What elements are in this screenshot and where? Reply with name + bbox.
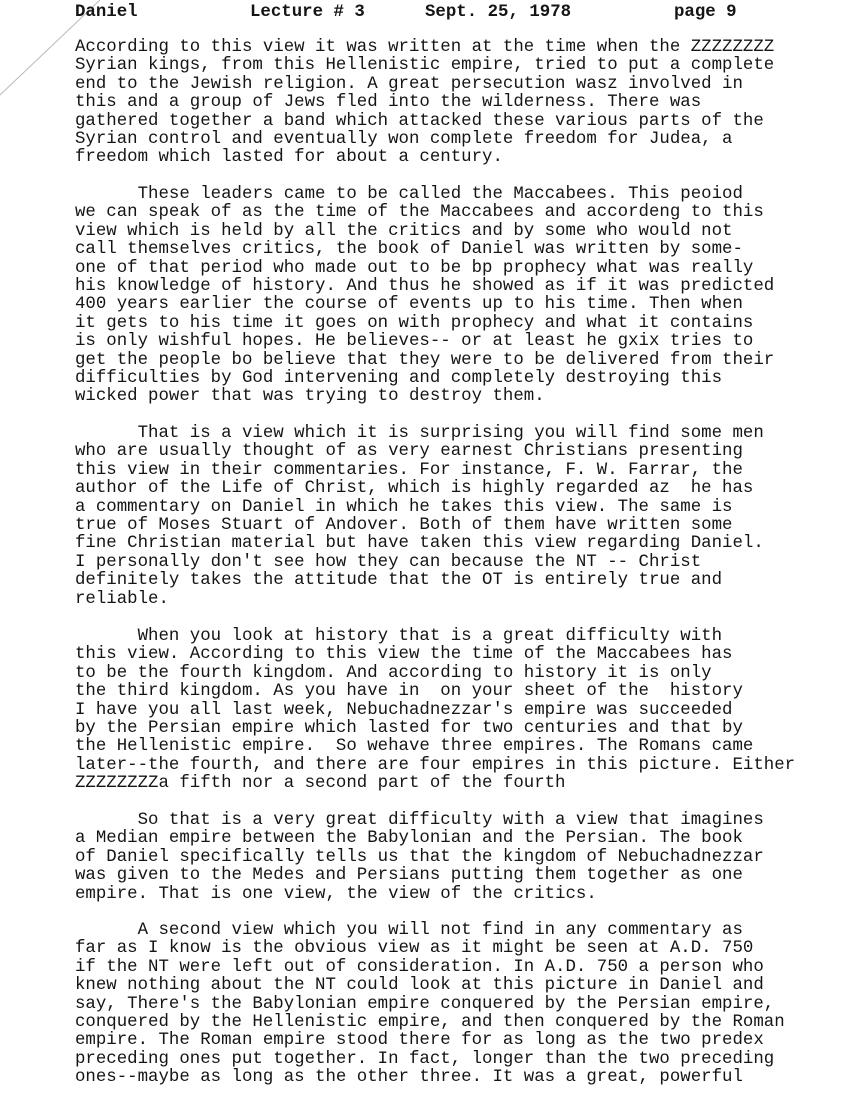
paragraph: That is a view which it is surprising you will find some men who are usually thought of as very earnest Christians presenting this view in their commentaries. For instance, F. W. Farrar, the author of the Life of Christ, which is highly regarded az he has a commentary on Daniel in which he takes this view. The same is true of Moses Stuart of Andover. Both of them have written some fine Christian material but have taken this view regarding Daniel. I personally don't see how they can because the NT -- Christ definitely takes the attitude that the OT is entirely true and reliable.	[75, 424, 764, 609]
header-book: Daniel	[75, 3, 138, 22]
paragraph: So that is a very great difficulty with a view that imagines a Median empire between the Babylonian and the Persian. The book of Daniel specifically tells us that the kingdom of Nebuchadnezzar was given to the Medes and Persians putting them together as one empire. That is one view, the view of the critics.	[75, 811, 764, 904]
paragraph: A second view which you will not find in any commentary as far as I know is the obvious view as it might be seen at A.D. 750 if the NT were left out of consideration. In A.D. 750 a person who knew nothing about the NT could look at this picture in Daniel and say, There's the Babylonian empire conquered by the Persian empire, conquered by the Hellenistic empire, and then conquered by the Roman empire. The Roman empire stood there for as long as the two predex preceding ones put together. In fact, longer than the two preceding ones--maybe as long as the other three. It was a great, powerful	[75, 921, 785, 1088]
paragraph: These leaders came to be called the Maccabees. This peoiod we can speak of as the time of the Maccabees and accordeng to this view which is held by all the critics and by some who would not call themselves critics, the book of Daniel was written by some- one of that period who made out to be bp prophecy what was really his knowledge of history. And thus he showed as if it was predicted 400 years earlier the course of events up to his time. Then when it gets to his time it goes on with prophecy and what it contains is only wishful hopes. He believes-- or at least he gxix tries to get the people bo believe that they were to be delivered from their difficulties by God intervening and completely destroying this wicked power that was trying to destroy them.	[75, 185, 775, 407]
header-lecture: Lecture # 3	[250, 3, 365, 22]
header-page: page 9	[674, 3, 737, 22]
header-date: Sept. 25, 1978	[425, 3, 572, 22]
paragraph: According to this view it was written at the time when the ZZZZZZZZ Syrian kings, from this Hellenistic empire, tried to put a complete end to the Jewish religion. A great persecution wasz involved in this and a group of Jews fled into the wilderness. There was gathered together a band which attacked these various parts of the Syrian control and eventually won complete freedom for Judea, a freedom which lasted for about a century.	[75, 38, 775, 168]
paragraph: When you look at history that is a great difficulty with this view. According to this view the time of the Maccabees has to be the fourth kingdom. And according to history it is only the third kingdom. As you have in on your sheet of the history I have you all last week, Nebuchadnezzar's empire was succeeded by the Persian empire which lasted for two centuries and that by the Hellenistic empire. So wehave three empires. The Romans came later--the fourth, and there are four empires in this picture. Either ZZZZZZZZa fifth nor a second part of the fourth	[75, 627, 796, 794]
